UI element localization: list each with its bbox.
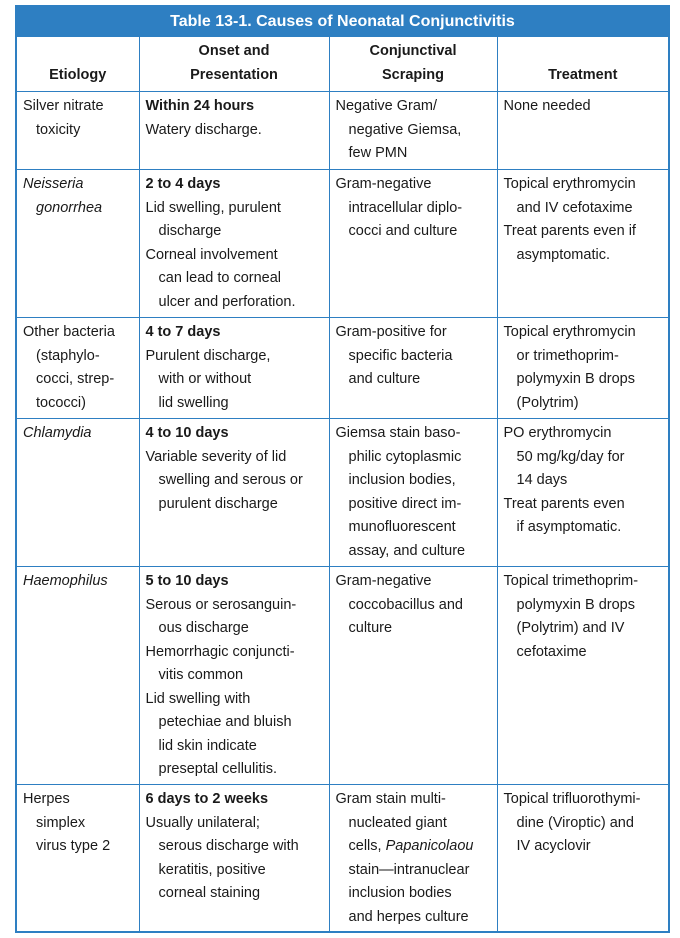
cell-line: and herpes culture xyxy=(348,908,469,925)
cell-line: Gram-negative xyxy=(335,176,432,192)
cell-line: Neisseria xyxy=(23,176,84,192)
cell-line: nucleated giant xyxy=(348,814,447,831)
cell-line: polymyxin B drops xyxy=(516,371,635,387)
onset-heading: 6 days to 2 weeks xyxy=(145,791,269,807)
cell-scraping xyxy=(329,92,497,170)
cell-line: cocci, strep- xyxy=(36,371,115,387)
cell-line: polymyxin B drops xyxy=(516,596,635,613)
cell-line: Serous or serosanguin- xyxy=(145,596,297,613)
cell-line: Chlamydia xyxy=(23,425,92,441)
cell-line: lid swelling xyxy=(158,394,229,411)
cell-etiology xyxy=(17,170,139,318)
cell-line: petechiae and bluish xyxy=(158,714,292,730)
cell-line: stain—intranuclear xyxy=(348,861,470,878)
cell-line: intracellular diplo- xyxy=(348,199,463,216)
cell-line: with or without xyxy=(158,371,252,387)
conjunctivitis-table xyxy=(17,37,668,932)
cell-onset xyxy=(139,318,329,419)
cell-line: lid skin indicate xyxy=(158,737,257,754)
table-row xyxy=(17,567,668,785)
cell-line: None needed xyxy=(503,98,591,114)
onset-heading: 4 to 7 days xyxy=(145,324,221,340)
cell-line: if asymptomatic. xyxy=(516,519,622,535)
cell-treatment xyxy=(497,785,668,932)
cell-etiology xyxy=(17,785,139,932)
cell-line: virus type 2 xyxy=(36,838,111,854)
cell-line: simplex xyxy=(36,814,86,831)
cell-line: purulent discharge xyxy=(158,495,278,512)
cell-line: toxicity xyxy=(36,121,81,138)
cell-treatment xyxy=(497,318,668,419)
cell-etiology xyxy=(17,92,139,170)
cell-line: asymptomatic. xyxy=(516,246,610,263)
table-row xyxy=(17,419,668,567)
cell-onset xyxy=(139,785,329,932)
table-frame xyxy=(15,5,670,933)
cell-line: Negative Gram/ xyxy=(335,98,438,114)
cell-onset xyxy=(139,567,329,785)
cell-line: Topical trimethoprim- xyxy=(503,573,639,589)
cell-line: Topical erythromycin xyxy=(503,176,636,192)
cell-line: positive direct im- xyxy=(348,495,462,512)
cell-line: Purulent discharge, xyxy=(145,347,271,364)
cell-line: inclusion bodies, xyxy=(348,472,456,488)
cell-line: cocci and culture xyxy=(348,223,458,239)
cell-line: can lead to corneal xyxy=(158,270,282,286)
cell-line: Giemsa stain baso- xyxy=(335,425,461,441)
cell-scraping xyxy=(329,318,497,419)
cell-line: dine (Viroptic) and xyxy=(516,814,634,831)
header-scraping: Conjunctival Scraping xyxy=(329,37,497,92)
header-treatment: Treatment xyxy=(497,37,668,92)
cell-line: Gram-negative xyxy=(335,573,432,589)
cell-line: (Polytrim) and IV xyxy=(516,620,625,636)
cell-line: Topical trifluorothymi- xyxy=(503,791,641,807)
cell-line: 50 mg/kg/day for xyxy=(516,448,625,465)
cell-treatment xyxy=(497,567,668,785)
onset-heading: 2 to 4 days xyxy=(145,176,221,192)
cell-line: philic cytoplasmic xyxy=(348,448,462,465)
cell-scraping xyxy=(329,419,497,567)
cell-line: negative Giemsa, xyxy=(348,121,462,138)
cell-onset xyxy=(139,419,329,567)
cell-line: or trimethoprim- xyxy=(516,347,619,364)
cell-line: gonorrhea xyxy=(36,199,103,216)
onset-heading: 4 to 10 days xyxy=(145,425,229,441)
cell-line: inclusion bodies xyxy=(348,885,452,901)
cell-etiology xyxy=(17,567,139,785)
cell-line: Gram-positive for xyxy=(335,324,447,340)
cell-line: Watery discharge. xyxy=(145,121,262,138)
cell-line: and culture xyxy=(348,371,421,387)
cell-line: munofluorescent xyxy=(348,519,456,535)
cell-line: preseptal cellulitis. xyxy=(158,761,277,777)
cell-line: keratitis, positive xyxy=(158,861,266,878)
cell-etiology xyxy=(17,419,139,567)
cell-line: serous discharge with xyxy=(158,838,299,854)
onset-heading: 5 to 10 days xyxy=(145,573,229,589)
cell-line: Lid swelling, purulent xyxy=(145,199,281,216)
cell-line: Variable severity of lid xyxy=(145,448,287,465)
cell-etiology xyxy=(17,318,139,419)
cell-line: Hemorrhagic conjuncti- xyxy=(145,643,295,660)
cell-line: vitis common xyxy=(158,667,244,683)
cell-line: Usually unilateral; xyxy=(145,814,260,831)
cell-line: discharge xyxy=(158,223,222,239)
cell-line: few PMN xyxy=(348,145,408,161)
cell-line: Herpes xyxy=(23,791,70,807)
cell-scraping xyxy=(329,785,497,932)
cell-line: Topical erythromycin xyxy=(503,324,636,340)
table-row xyxy=(17,785,668,932)
header-onset: Onset and Presentation xyxy=(139,37,329,92)
cell-line: PO erythromycin xyxy=(503,425,612,441)
header-row xyxy=(17,37,668,92)
cell-line: 14 days xyxy=(516,472,568,488)
cell-line: coccobacillus and xyxy=(348,596,463,613)
cell-line: corneal staining xyxy=(158,885,261,901)
cell-line: specific bacteria xyxy=(348,347,453,364)
onset-heading: Within 24 hours xyxy=(145,98,255,114)
cell-line: Treat parents even if xyxy=(503,223,636,239)
cell-line: culture xyxy=(348,620,393,636)
cell-line: and IV cefotaxime xyxy=(516,199,633,216)
cell-line: Haemophilus xyxy=(23,573,108,589)
cell-line: tococci) xyxy=(36,394,86,411)
table-row xyxy=(17,92,668,170)
cell-line: swelling and serous or xyxy=(158,472,303,488)
cell-onset xyxy=(139,92,329,170)
cell-line: Corneal involvement xyxy=(145,246,278,263)
cell-line: assay, and culture xyxy=(348,542,466,559)
cell-line: Treat parents even xyxy=(503,495,625,512)
cell-line: ous discharge xyxy=(158,620,249,636)
cell-scraping xyxy=(329,170,497,318)
table-row xyxy=(17,318,668,419)
cell-treatment xyxy=(497,92,668,170)
cell-line: Lid swelling with xyxy=(145,690,251,707)
cell-line: (staphylo- xyxy=(36,347,100,364)
cell-line: ulcer and perforation. xyxy=(158,293,296,310)
cell-treatment xyxy=(497,419,668,567)
cell-line: Gram stain multi- xyxy=(335,791,446,807)
cell-line: cells, Papanicolaou xyxy=(348,838,474,854)
cell-line: cefotaxime xyxy=(516,643,587,660)
cell-scraping xyxy=(329,567,497,785)
cell-onset xyxy=(139,170,329,318)
cell-line: (Polytrim) xyxy=(516,394,579,411)
header-etiology: Etiology xyxy=(17,37,139,92)
cell-line: IV acyclovir xyxy=(516,838,591,854)
cell-line: Other bacteria xyxy=(23,324,115,340)
table-row xyxy=(17,170,668,318)
cell-treatment xyxy=(497,170,668,318)
cell-line: Silver nitrate xyxy=(23,98,104,114)
table-title: Table 13-1. Causes of Neonatal Conjunctivitis xyxy=(17,7,668,37)
